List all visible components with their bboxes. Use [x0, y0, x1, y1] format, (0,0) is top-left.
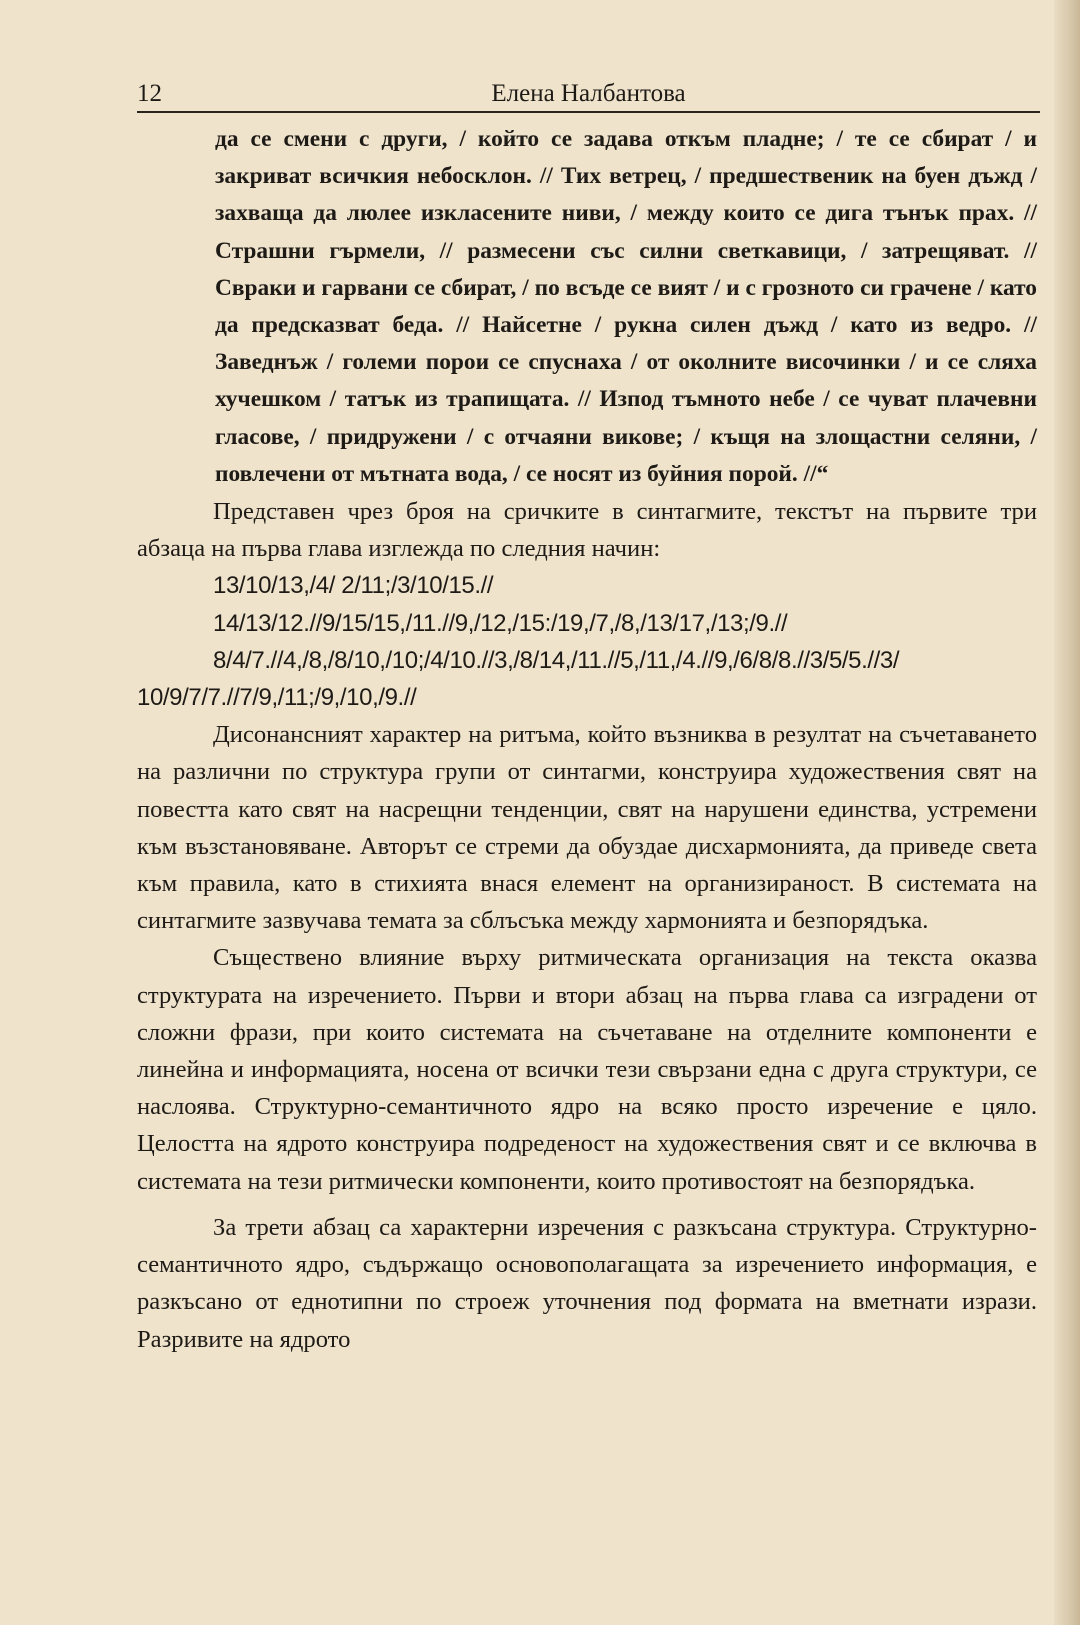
- page-body: [137, 121, 1037, 1358]
- syllable-line: 14/13/12.//9/15/15,/11.//9,/12,/15:/19,/7,/8,/13/17,/13;/9.//: [213, 609, 788, 637]
- body-paragraph: Дисонансният характер на ритъма, който възниква в резултат на съчетаването на различни по структура групи от синтагми, конструира художествения свят на повестта като свят на насрещни тенденции, свят на нарушени единства, устремени към възстановяване. Авторът се стреми да обуздае дисхармонията, да приведе света към правила, като в стихията внася елемент на организираност. В системата на синтагмите зазвучава темата за сблъсъка между хармонията и безпорядъка.: [137, 721, 1037, 935]
- syllable-line: 13/10/13,/4/ 2/11;/3/10/15.//: [213, 572, 494, 600]
- page-header: [137, 78, 1040, 114]
- block-quote: да се смени с други, / който се задава откъм пладне; / те се сбират / и закриват всичкия небосклон. // Тих ветрец, / предшественик на буен дъжд / захваща да люлее изкласените ниви, / между които се дига тънък прах. // Страшни гърмели, // размесени със силни светкавици, / затрещяват. // Свраки и гарвани се сбират, / по всъде се вият / и с грозното си грачене / като да предсказват беда. // Найсетне / рукна силен дъжд / като из ведро. // Заведнъж / големи порои се спуснаха / от околните височинки / и се сляха хучешком / татък из трапищата. // Изпод тъмното небе / се чуват плачевни гласове, / придружени / с отчаяни викове; / къщя на злощастни селяни, / повлечени от мътната вода, / се носят из буйния порой. //“: [215, 126, 1037, 487]
- header-rule: [137, 111, 1040, 113]
- page-edge: [1054, 0, 1080, 1625]
- syllable-line: 8/4/7.//4,/8,/8/10,/10;/4/10.//3,/8/14,/11.//5,/11,/4.//9,/6/8/8.//3/5/5.//3/: [213, 646, 900, 674]
- page-number: 12: [137, 80, 162, 107]
- running-head: Елена Налбантова: [491, 80, 686, 107]
- syllable-line: 10/9/7/7.//7/9,/11;/9,/10,/9.//: [137, 684, 417, 712]
- body-paragraph: Съществено влияние върху ритмическата организация на текста оказва структурата на изречението. Първи и втори абзац на първа глава са изградени от сложни фрази, при които системата на съчетаване на отделните компоненти е линейна и информацията, носена от всички тези свързани една с друга структури, се наслоява. Структурно-семантичното ядро на всяко просто изречение е цяло. Целостта на ядрото конструира подреденост на художествения свят и се включва в системата на тези ритмически компоненти, които противостоят на безпорядъка.: [137, 944, 1037, 1195]
- intro-paragraph: Представен чрез броя на сричките в синтагмите, текстът на първите три абзаца на първа глава изглежда по следния начин:: [137, 498, 1037, 563]
- body-paragraph: За трети абзац са характерни изречения с разкъсана структура. Структурно-семантичното ядро, съдържащо основополагащата за изречението информация, е разкъсано от еднотипни по строеж уточнения под формата на вметнати изрази. Разривите на ядрото: [137, 1213, 1037, 1353]
- paragraph-gap: [137, 1200, 1037, 1209]
